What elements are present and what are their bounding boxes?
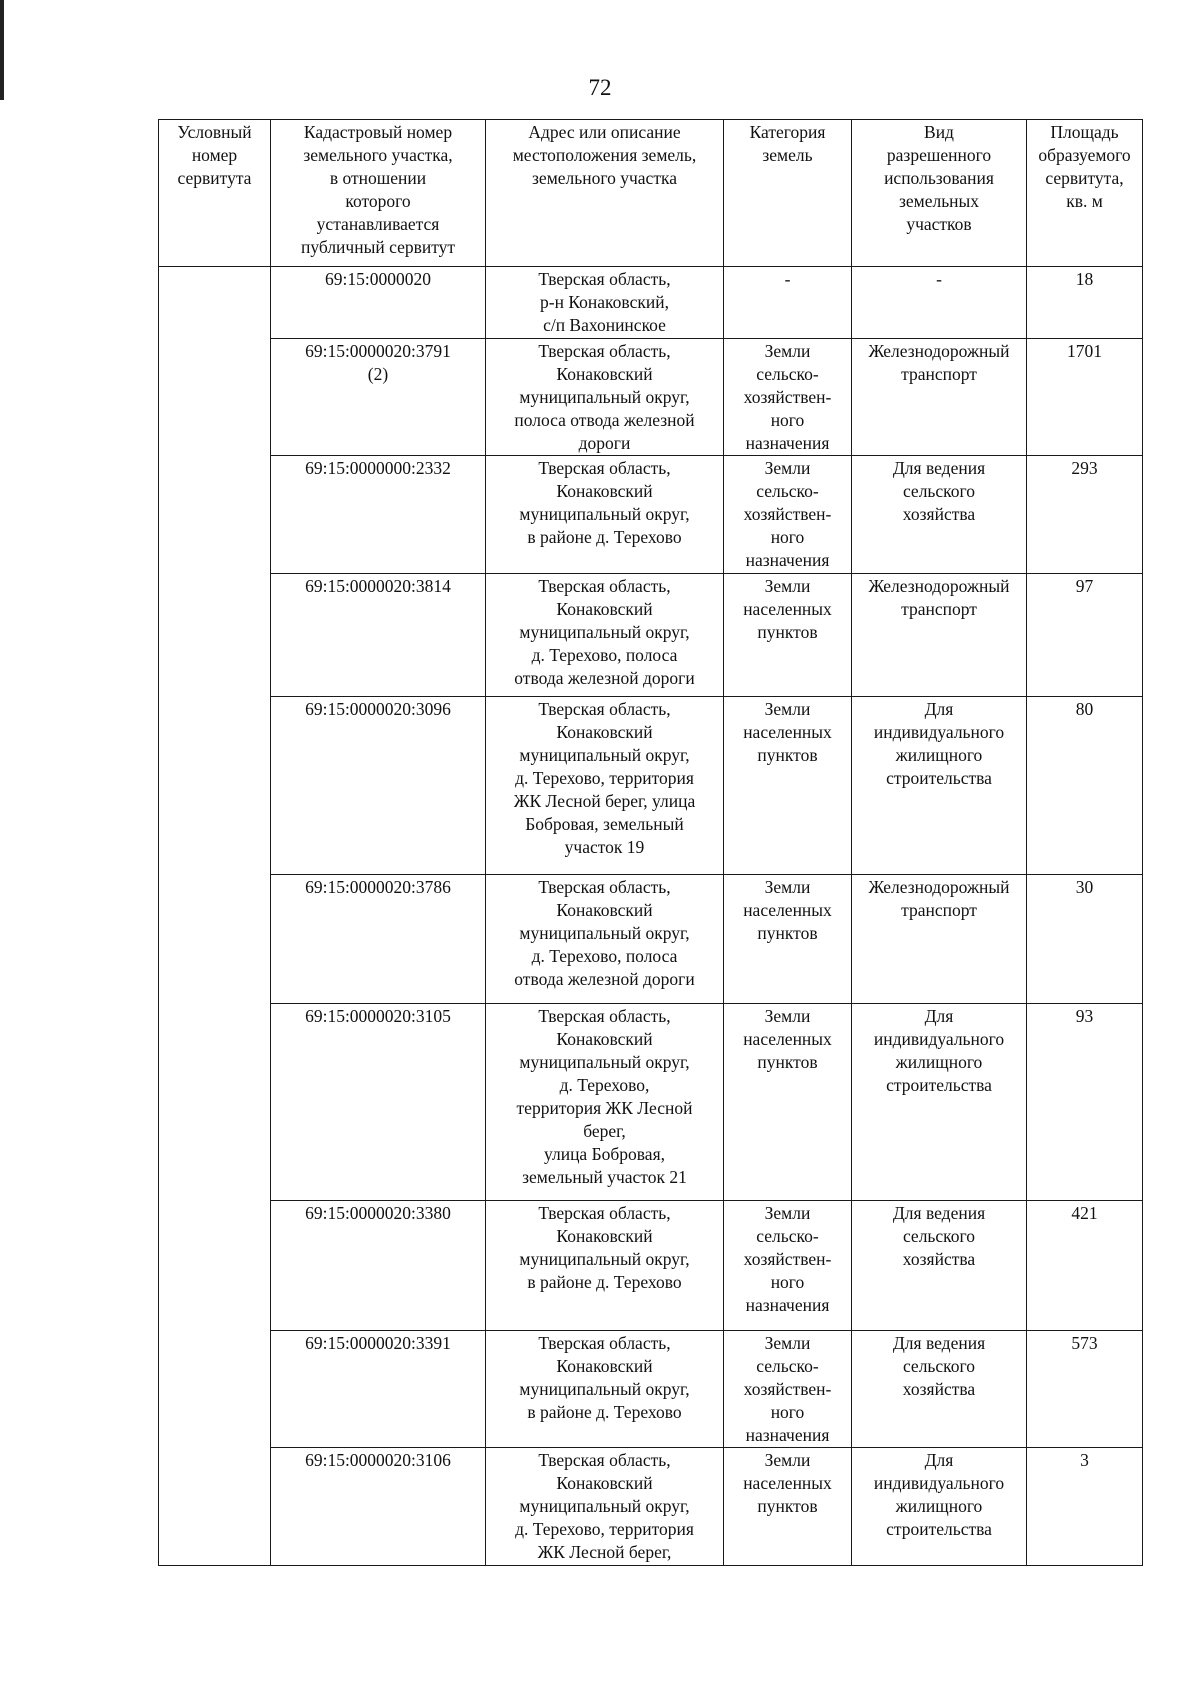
permitted-use-cell: - [852,267,1027,339]
cadastral-number-cell: 69:15:0000020:3096 [271,697,486,875]
cadastral-number-cell: 69:15:0000020:3105 [271,1004,486,1201]
area-cell: 80 [1027,697,1143,875]
header-servitude-number: Условный номер сервитута [159,120,271,267]
permitted-use-cell: Железнодорожный транспорт [852,875,1027,1004]
address-cell: Тверская область, р-н Конаковский, с/п Вахонинское [486,267,724,339]
cadastral-number-cell: 69:15:0000020:3380 [271,1201,486,1331]
cadastral-number-cell: 69:15:0000020:3814 [271,574,486,697]
table-row [159,1448,1143,1566]
area-cell: 30 [1027,875,1143,1004]
land-category-cell: - [724,267,852,339]
land-category-cell: Земли сельско- хозяйствен- ного назначения [724,1331,852,1448]
table-row [159,267,1143,339]
address-cell: Тверская область, Конаковский муниципальный округ, д. Терехово, территория ЖК Лесной берег, улица Бобровая, земельный участок 19 [486,697,724,875]
cadastral-number-cell: 69:15:0000020 [271,267,486,339]
land-category-cell: Земли населенных пунктов [724,697,852,875]
address-cell: Тверская область, Конаковский муниципальный округ, д. Терехово, территория ЖК Лесной берег, улица Бобровая, земельный участок 21 [486,1004,724,1201]
permitted-use-cell: Для индивидуального жилищного строительства [852,1004,1027,1201]
servitude-table [158,119,1143,1566]
area-cell: 3 [1027,1448,1143,1566]
land-category-cell: Земли населенных пунктов [724,875,852,1004]
address-cell: Тверская область, Конаковский муниципальный округ, в районе д. Терехово [486,1201,724,1331]
land-category-cell: Земли сельско- хозяйствен- ного назначения [724,456,852,574]
table-row [159,875,1143,1004]
land-category-cell: Земли сельско- хозяйствен- ного назначения [724,339,852,456]
table-row [159,697,1143,875]
area-cell: 421 [1027,1201,1143,1331]
permitted-use-cell: Для индивидуального жилищного строительства [852,697,1027,875]
cadastral-number-cell: 69:15:0000020:3791 (2) [271,339,486,456]
address-cell: Тверская область, Конаковский муниципальный округ, в районе д. Терехово [486,456,724,574]
table-row [159,574,1143,697]
address-cell: Тверская область, Конаковский муниципальный округ, д. Терехово, территория ЖК Лесной берег, [486,1448,724,1566]
address-cell: Тверская область, Конаковский муниципальный округ, д. Терехово, полоса отвода железной дороги [486,875,724,1004]
table-row [159,1331,1143,1448]
permitted-use-cell: Железнодорожный транспорт [852,339,1027,456]
land-category-cell: Земли населенных пунктов [724,1004,852,1201]
cadastral-number-cell: 69:15:0000020:3391 [271,1331,486,1448]
land-category-cell: Земли населенных пунктов [724,1448,852,1566]
permitted-use-cell: Для ведения сельского хозяйства [852,1331,1027,1448]
header-area: Площадь образуемого сервитута, кв. м [1027,120,1143,267]
header-cadastral-number: Кадастровый номер земельного участка, в отношении которого устанавливается публичный сервитут [271,120,486,267]
address-cell: Тверская область, Конаковский муниципальный округ, полоса отвода железной дороги [486,339,724,456]
cadastral-number-cell: 69:15:0000000:2332 [271,456,486,574]
address-cell: Тверская область, Конаковский муниципальный округ, в районе д. Терехово [486,1331,724,1448]
table-header [159,120,1143,267]
area-cell: 93 [1027,1004,1143,1201]
header-address: Адрес или описание местоположения земель, земельного участка [486,120,724,267]
area-cell: 1701 [1027,339,1143,456]
table-body [159,267,1143,1566]
address-cell: Тверская область, Конаковский муниципальный округ, д. Терехово, полоса отвода железной дороги [486,574,724,697]
permitted-use-cell: Для ведения сельского хозяйства [852,456,1027,574]
table-row [159,339,1143,456]
servitude-number-cell [159,267,271,1566]
table-row [159,1004,1143,1201]
page-number: 72 [588,75,612,100]
header-row [159,120,1143,267]
cadastral-number-cell: 69:15:0000020:3106 [271,1448,486,1566]
table-row [159,456,1143,574]
area-cell: 573 [1027,1331,1143,1448]
land-category-cell: Земли сельско- хозяйствен- ного назначения [724,1201,852,1331]
area-cell: 97 [1027,574,1143,697]
header-land-category: Категория земель [724,120,852,267]
permitted-use-cell: Для ведения сельского хозяйства [852,1201,1027,1331]
permitted-use-cell: Железнодорожный транспорт [852,574,1027,697]
header-permitted-use: Вид разрешенного использования земельных участков [852,120,1027,267]
table-row [159,1201,1143,1331]
cadastral-number-cell: 69:15:0000020:3786 [271,875,486,1004]
land-category-cell: Земли населенных пунктов [724,574,852,697]
permitted-use-cell: Для индивидуального жилищного строительства [852,1448,1027,1566]
area-cell: 293 [1027,456,1143,574]
area-cell: 18 [1027,267,1143,339]
